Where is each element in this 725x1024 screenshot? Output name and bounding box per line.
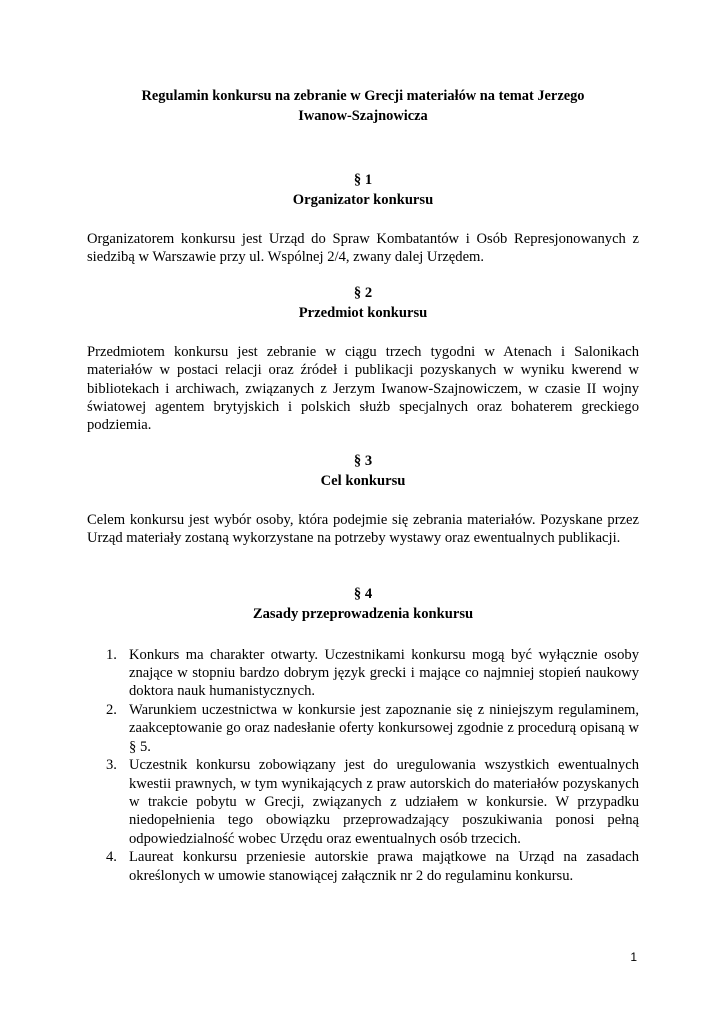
section-4-header [87, 584, 639, 624]
section-4-rules-list [87, 646, 639, 885]
section-3-header [87, 451, 639, 491]
section-2-paragraph: Przedmiotem konkursu jest zebranie w ciągu trzech tygodni w Atenach i Salonikach materiałów w postaci relacji oraz źródeł i publikacji pozyskanych w wyniku kwerend w bibliotekach i archiwach, związanych z Jerzym Iwanow-Szajnowiczem, w czasie II wojny światowej agentem brytyjskich i polskich służb specjalnych oraz bohaterem greckiego podziemia. [87, 343, 639, 434]
list-item-text: Warunkiem uczestnictwa w konkursie jest zapoznanie się z niniejszym regulaminem, zaakceptowanie go oraz nadesłanie oferty konkursowej zgodnie z procedurą opisaną w § 5. [129, 701, 639, 755]
list-item-marker: 3. [106, 757, 117, 774]
document-page [87, 86, 639, 885]
list-item-text: Konkurs ma charakter otwarty. Uczestnikami konkursu mogą być wyłącznie osoby znające w stopniu bardzo dobrym język grecki i mające co najmniej stopień naukowy doktora nauk humanistycznych. [129, 646, 639, 700]
section-1-heading: Organizator konkursu [292, 192, 434, 208]
list-item [106, 701, 639, 756]
section-1-header [87, 170, 639, 210]
list-item-marker: 1. [106, 646, 117, 663]
list-item-marker: 4. [106, 849, 117, 866]
list-item [106, 756, 639, 848]
section-3-number: § 3 [353, 452, 373, 469]
section-1-paragraph: Organizatorem konkursu jest Urząd do Spraw Kombatantów i Osób Represjonowanych z siedzibą w Warszawie przy ul. Wspólnej 2/4, zwany dalej Urzędem. [87, 231, 639, 266]
document-title: Regulamin konkursu na zebranie w Grecji materiałów na temat Jerzego Iwanow-Szajnowicza [141, 88, 585, 124]
section-2-number: § 2 [353, 284, 373, 301]
section-1-number: § 1 [353, 172, 373, 188]
section-4-number: § 4 [353, 585, 373, 602]
section-4-heading: Zasady przeprowadzenia konkursu [252, 605, 474, 622]
list-item-text: Uczestnik konkursu zobowiązany jest do uregulowania wszystkich ewentualnych kwestii prawnych, w tym wynikających z praw autorskich do materiałów pozyskanych w trakcie pobytu w Grecji, związanych z udziałem w konkursie. W przypadku niedopełnienia tego obowiązku przeprowadzający poszukiwania ponosi pełną odpowiedzialność wobec Urzędu oraz ewentualnych osób trzecich. [129, 757, 639, 847]
list-item-text: Laureat konkursu przeniesie autorskie prawa majątkowe na Urząd na zasadach określonych w umowie stanowiącej załącznik nr 2 do regulaminu konkursu. [129, 849, 639, 884]
section-3-paragraph: Celem konkursu jest wybór osoby, która podejmie się zebrania materiałów. Pozyskane przez Urząd materiały zostaną wykorzystane na potrzeby wystawy oraz ewentualnych publikacji. [87, 511, 639, 547]
page-number: 1 [630, 950, 637, 964]
section-2-header [87, 283, 639, 323]
section-3-heading: Cel konkursu [320, 472, 406, 489]
list-item [106, 646, 639, 701]
list-item [106, 848, 639, 885]
list-item-marker: 2. [106, 701, 117, 718]
section-2-heading: Przedmiot konkursu [298, 304, 428, 321]
